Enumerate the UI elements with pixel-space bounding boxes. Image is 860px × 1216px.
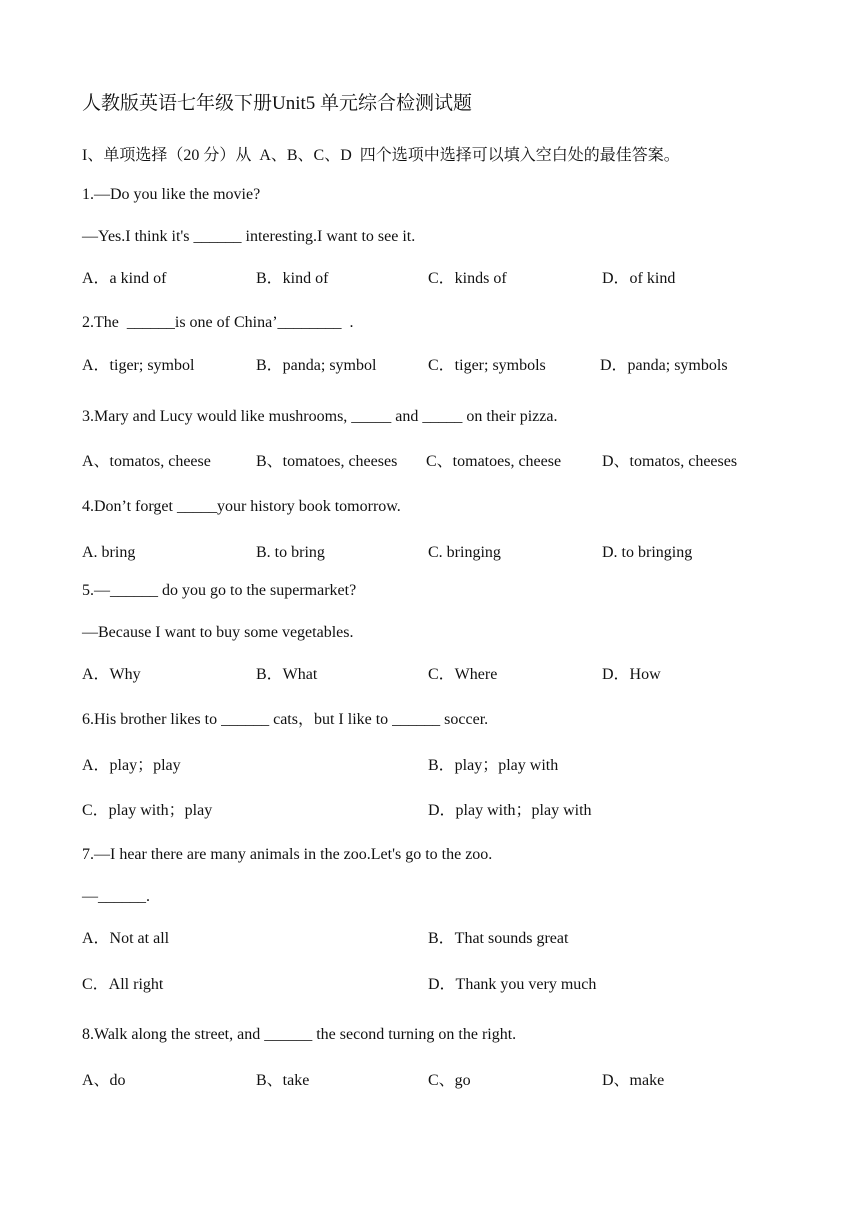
question-2-stem: 2.The ______is one of China’________ . <box>82 314 354 331</box>
q3-option-d: D、tomatos, cheeses <box>602 453 738 470</box>
q2-option-c: C．tiger; symbols <box>428 357 546 374</box>
q6-option-a: A．play；play <box>82 757 181 774</box>
q1-option-d: D．of kind <box>602 270 676 287</box>
q7-option-c: C．All right <box>82 976 164 993</box>
question-1-reply: —Yes.I think it's ______ interesting.I want to see it. <box>82 228 416 245</box>
q3-option-c: C、tomatoes, cheese <box>426 453 562 470</box>
question-5-stem: 5.—______ do you go to the supermarket? <box>82 582 357 599</box>
q6-option-b: B．play；play with <box>428 757 559 774</box>
q1-option-c: C．kinds of <box>428 270 507 287</box>
q8-option-b: B、take <box>256 1072 310 1089</box>
question-4-stem: 4.Don’t forget _____your history book tomorrow. <box>82 498 401 515</box>
question-6-stem: 6.His brother likes to ______ cats，but I like to ______ soccer. <box>82 711 489 728</box>
q3-option-a: A、tomatos, cheese <box>82 453 211 470</box>
question-1-stem: 1.—Do you like the movie? <box>82 186 261 203</box>
q8-option-d: D、make <box>602 1072 665 1089</box>
q4-option-c: C. bringing <box>428 544 501 561</box>
q4-option-d: D. to bringing <box>602 544 693 561</box>
q8-option-c: C、go <box>428 1072 471 1089</box>
q6-option-d: D．play with；play with <box>428 802 592 819</box>
q3-option-b: B、tomatoes, cheeses <box>256 453 398 470</box>
document-title: 人教版英语七年级下册Unit5 单元综合检测试题 <box>82 93 473 114</box>
question-7-reply: —______. <box>82 888 150 905</box>
q5-option-d: D．How <box>602 666 661 683</box>
q7-option-b: B．That sounds great <box>428 930 569 947</box>
section-instruction: I、单项选择（20 分）从 A、B、C、D 四个选项中选择可以填入空白处的最佳答案。 <box>82 147 680 164</box>
q8-option-a: A、do <box>82 1072 126 1089</box>
q5-option-c: C．Where <box>428 666 498 683</box>
q7-option-d: D．Thank you very much <box>428 976 597 993</box>
question-7-stem: 7.—I hear there are many animals in the zoo.Let's go to the zoo. <box>82 846 493 863</box>
question-5-reply: —Because I want to buy some vegetables. <box>82 624 354 641</box>
q5-option-a: A．Why <box>82 666 141 683</box>
q4-option-a: A. bring <box>82 544 136 561</box>
q2-option-b: B．panda; symbol <box>256 357 377 374</box>
q1-option-b: B．kind of <box>256 270 329 287</box>
q4-option-b: B. to bring <box>256 544 325 561</box>
question-3-stem: 3.Mary and Lucy would like mushrooms, _____ and _____ on their pizza. <box>82 408 558 425</box>
q1-option-a: A．a kind of <box>82 270 167 287</box>
q7-option-a: A．Not at all <box>82 930 170 947</box>
q2-option-a: A．tiger; symbol <box>82 357 195 374</box>
q5-option-b: B．What <box>256 666 318 683</box>
q2-option-d: D．panda; symbols <box>600 357 728 374</box>
question-8-stem: 8.Walk along the street, and ______ the second turning on the right. <box>82 1026 517 1043</box>
q6-option-c: C．play with；play <box>82 802 213 819</box>
